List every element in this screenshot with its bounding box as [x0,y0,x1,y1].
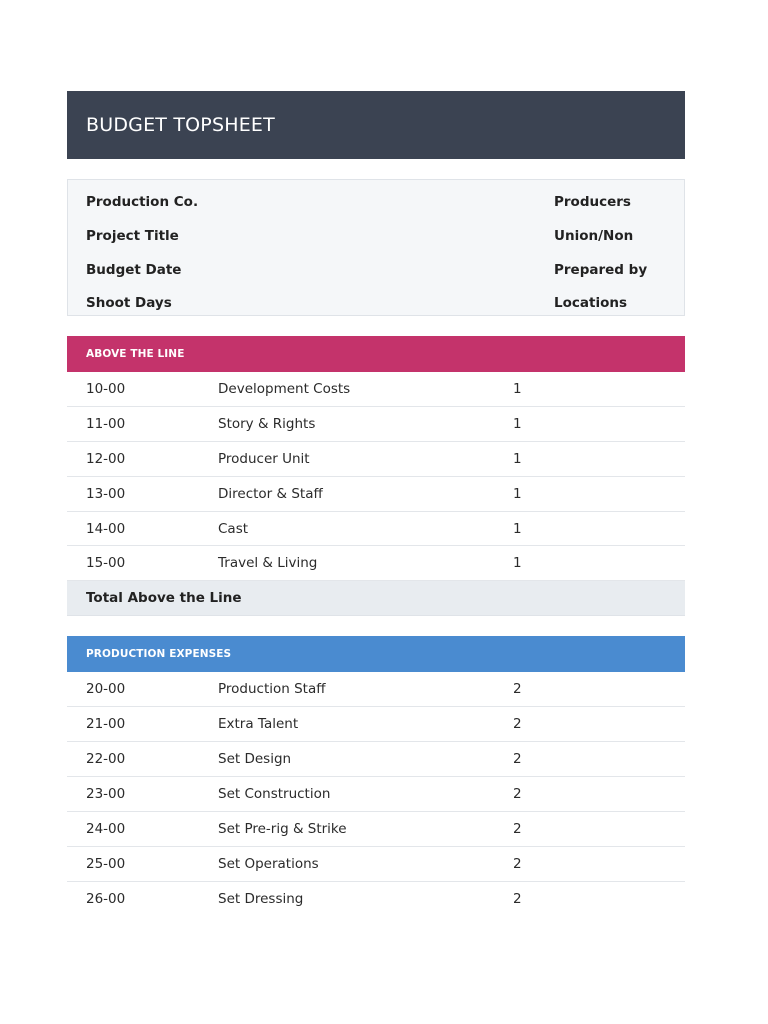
account-value: 1 [513,450,522,467]
page-title: BUDGET TOPSHEET [86,114,275,136]
total-above-the-line-row [67,581,685,616]
account-code: 21-00 [86,716,126,733]
info-label-shoot-days: Shoot Days [86,295,172,312]
account-description: Set Pre-rig & Strike [218,820,347,837]
account-code: 26-00 [86,891,126,908]
production-expenses-rows [67,672,685,916]
account-description: Story & Rights [218,415,316,432]
info-label-budget-date: Budget Date [86,261,182,278]
account-code: 11-00 [86,415,126,432]
account-code: 24-00 [86,820,126,837]
info-right-column [554,186,647,321]
account-description: Cast [218,520,249,537]
table-row [67,882,685,917]
info-label-production-co: Production Co. [86,194,199,210]
account-value: 2 [513,820,522,837]
account-code: 13-00 [86,485,126,502]
account-value: 1 [513,380,522,397]
account-code: 12-00 [86,450,126,467]
table-row [67,512,685,547]
account-description: Production Staff [218,681,326,698]
account-description: Set Design [218,751,292,768]
account-description: Set Construction [218,785,331,802]
total-label: Total Above the Line [86,590,242,607]
info-label-prepared-by: Prepared by [554,261,648,278]
table-row [67,477,685,512]
project-info-box [67,179,685,316]
above-the-line-rows [67,372,685,581]
account-value: 2 [513,891,522,908]
budget-topsheet [67,91,685,917]
table-row [67,546,685,581]
account-value: 2 [513,855,522,872]
account-value: 1 [513,520,522,537]
table-row [67,442,685,477]
section-header-production-expenses: PRODUCTION EXPENSES [67,636,685,672]
account-code: 15-00 [86,555,126,572]
info-left-column [86,186,198,321]
table-row [67,707,685,742]
account-value: 2 [513,716,522,733]
table-row [67,742,685,777]
info-label-producers: Producers [554,194,631,210]
table-row [67,812,685,847]
account-value: 2 [513,785,522,802]
account-value: 2 [513,681,522,698]
title-bar [67,91,685,159]
info-label-locations: Locations [554,295,627,312]
account-value: 2 [513,751,522,768]
account-code: 25-00 [86,855,126,872]
table-row [67,407,685,442]
table-row [67,847,685,882]
account-value: 1 [513,555,522,572]
section-header-above-the-line: ABOVE THE LINE [67,336,685,372]
account-value: 1 [513,485,522,502]
account-description: Producer Unit [218,450,310,467]
table-row [67,777,685,812]
account-code: 22-00 [86,751,126,768]
table-row [67,672,685,707]
account-value: 1 [513,415,522,432]
info-label-union-non: Union/Non [554,227,634,244]
account-description: Set Operations [218,855,319,872]
account-code: 23-00 [86,785,126,802]
info-label-project-title: Project Title [86,227,179,244]
account-code: 10-00 [86,380,126,397]
account-code: 14-00 [86,520,126,537]
account-description: Development Costs [218,380,351,397]
account-code: 20-00 [86,681,126,698]
account-description: Travel & Living [218,555,318,572]
table-row [67,372,685,407]
account-description: Director & Staff [218,485,323,502]
account-description: Extra Talent [218,716,299,733]
account-description: Set Dressing [218,891,304,908]
